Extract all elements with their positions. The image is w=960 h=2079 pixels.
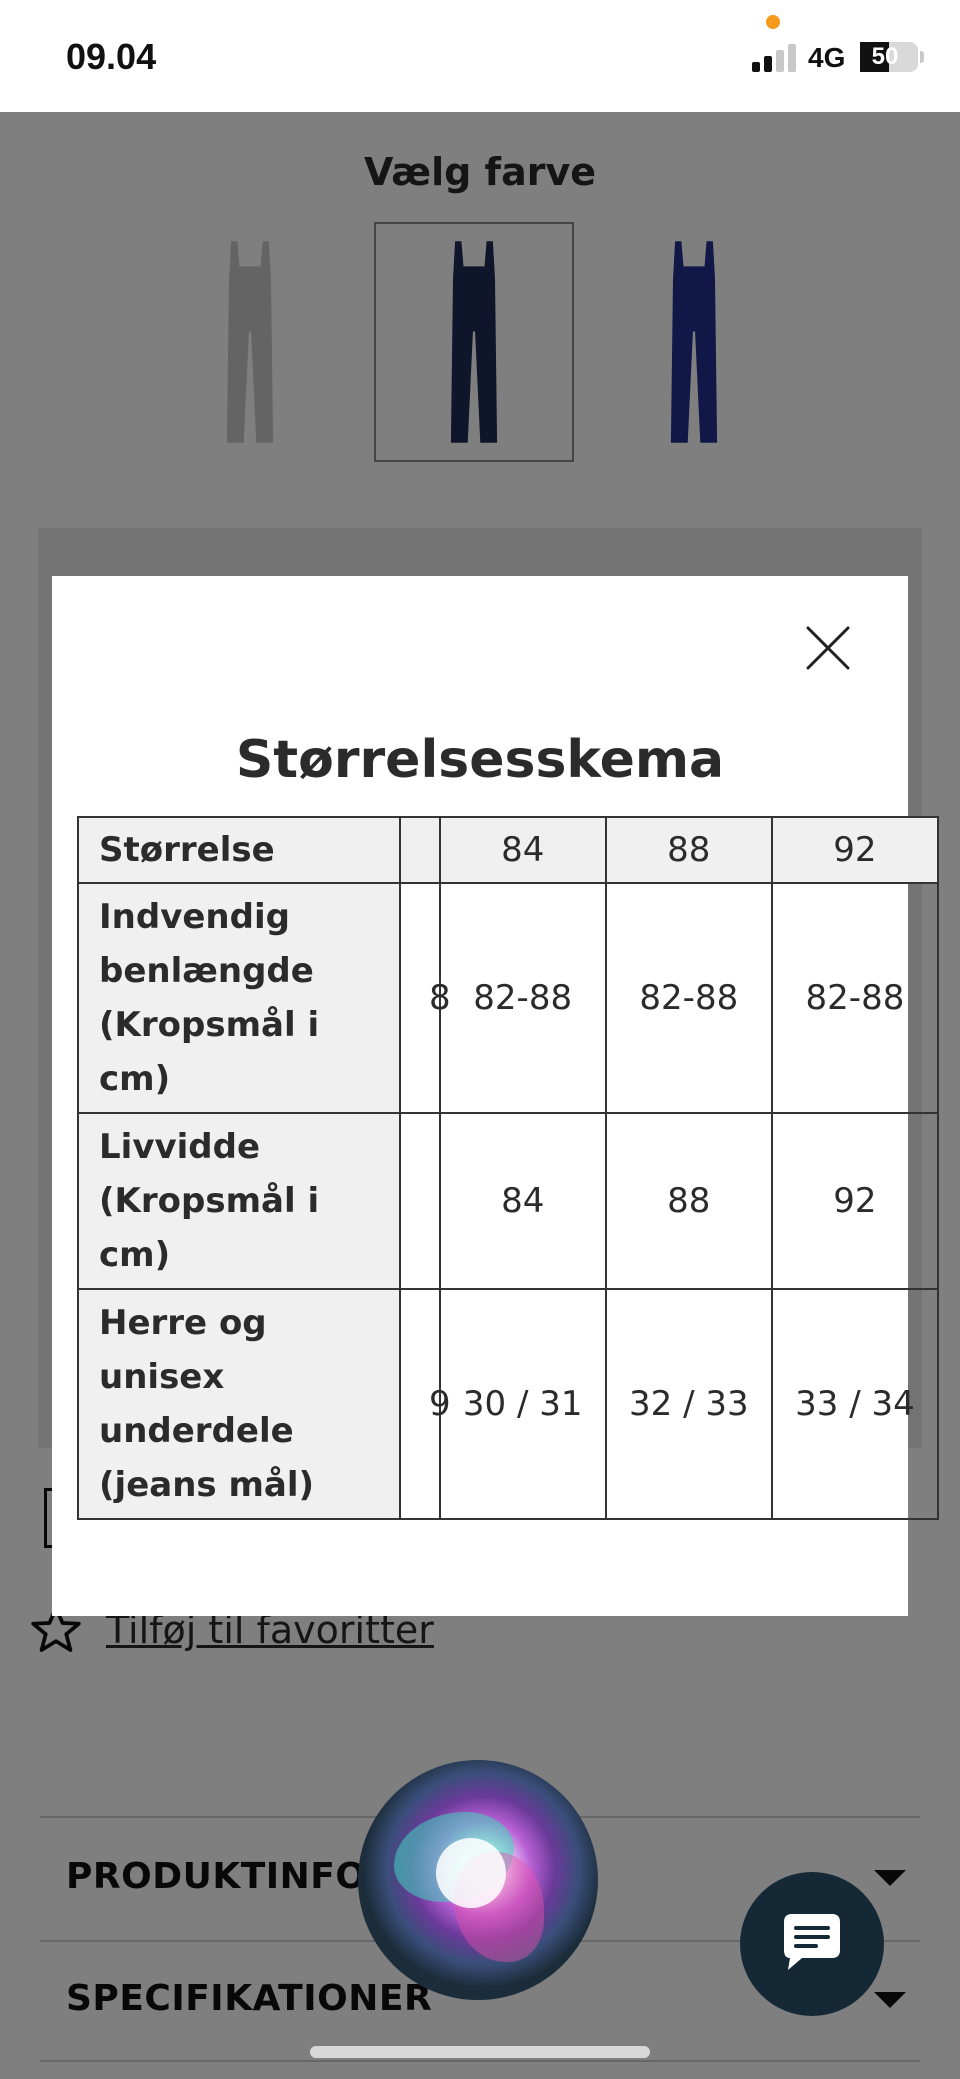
battery-icon bbox=[860, 42, 918, 72]
table-cell: 82-88 bbox=[772, 883, 938, 1113]
table-cell-partial bbox=[400, 817, 440, 883]
table-cell: 92 bbox=[772, 817, 938, 883]
table-cell: 33 / 34 bbox=[772, 1289, 938, 1519]
table-cell: 30 / 31 bbox=[440, 1289, 606, 1519]
table-header-row bbox=[78, 817, 938, 883]
table-cell: 82-88 bbox=[606, 883, 772, 1113]
battery-level: 50 bbox=[871, 43, 899, 70]
table-row bbox=[78, 1289, 938, 1519]
table-cell-partial: 9 bbox=[400, 1289, 440, 1519]
table-cell: 82-88 bbox=[440, 883, 606, 1113]
status-time: 09.04 bbox=[66, 36, 157, 77]
row-header: Herre og unisex underdele (jeans mål) bbox=[78, 1289, 400, 1519]
table-cell: 92 bbox=[772, 1113, 938, 1289]
status-bar bbox=[0, 0, 960, 112]
siri-orb-core bbox=[436, 1838, 506, 1908]
size-chart-title: Størrelsesskema bbox=[235, 730, 725, 790]
privacy-indicator-dot bbox=[766, 15, 780, 29]
network-type: 4G bbox=[808, 42, 846, 73]
size-table bbox=[77, 816, 939, 1520]
row-header: Livvidde (Kropsmål i cm) bbox=[78, 1113, 400, 1289]
size-table-scroll[interactable] bbox=[77, 816, 915, 1616]
row-header: Indvendig benlængde (Kropsmål i cm) bbox=[78, 883, 400, 1113]
chat-icon bbox=[776, 1908, 848, 1980]
table-cell: 88 bbox=[606, 817, 772, 883]
row-header: Størrelse bbox=[78, 817, 400, 883]
close-icon bbox=[800, 620, 856, 676]
size-chart-modal bbox=[52, 576, 915, 1616]
table-row bbox=[78, 883, 938, 1113]
table-cell: 32 / 33 bbox=[606, 1289, 772, 1519]
close-button[interactable] bbox=[800, 620, 856, 676]
battery-tip bbox=[920, 51, 924, 63]
home-indicator[interactable] bbox=[310, 2046, 650, 2058]
table-cell: 84 bbox=[440, 1113, 606, 1289]
chat-button[interactable] bbox=[740, 1872, 884, 2016]
table-cell-partial: 8 bbox=[400, 883, 440, 1113]
table-cell-partial bbox=[400, 1113, 440, 1289]
table-cell: 88 bbox=[606, 1113, 772, 1289]
table-row bbox=[78, 1113, 938, 1289]
table-cell: 84 bbox=[440, 817, 606, 883]
cellular-signal-icon bbox=[752, 42, 796, 72]
